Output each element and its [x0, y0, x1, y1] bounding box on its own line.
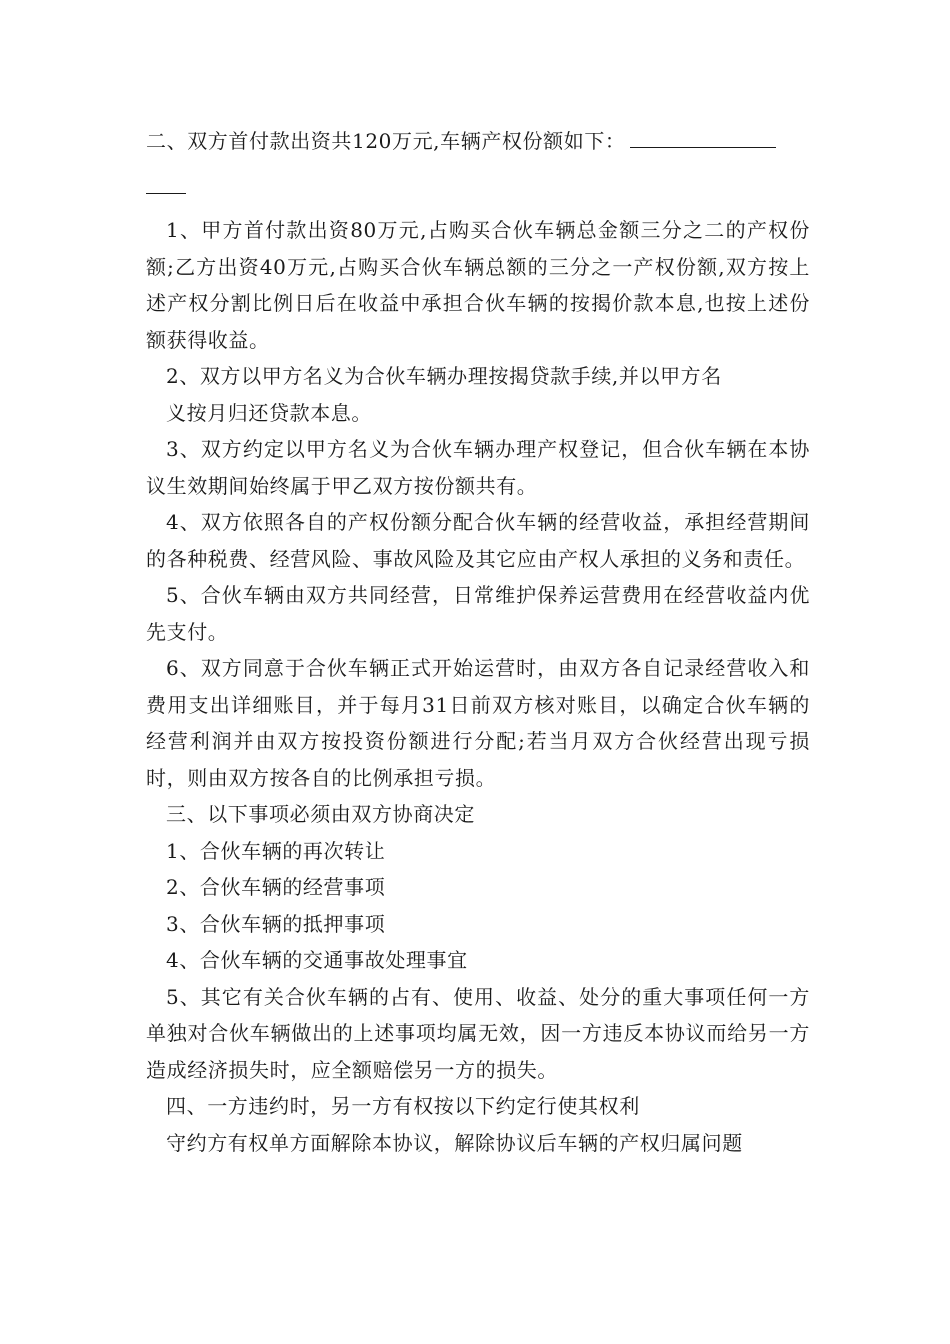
clause-2-2-continued: 义按月归还贷款本息。 [166, 400, 372, 425]
clause-2-3: 3、双方约定以甲方名义为合伙车辆办理产权登记，但合伙车辆在本协议生效期间始终属于甲乙双方按份额共有。 [146, 437, 810, 498]
clause-3-1: 1、合伙车辆的再次转让 [166, 838, 386, 863]
clause-3-2: 2、合伙车辆的经营事项 [166, 875, 386, 899]
clause-2-2: 2、双方以甲方名义为合伙车辆办理按揭贷款手续,并以甲方名 [166, 364, 722, 388]
clause-2-4: 4、双方依照各自的产权份额分配合伙车辆的经营收益，承担经营期间的各种税费、经营风险、事故风险及其它应由产权人承担的义务和责任。 [146, 510, 810, 571]
fill-in-blank-line-continued [146, 167, 186, 194]
clause-3-5: 5、其它有关合伙车辆的占有、使用、收益、处分的重大事项任何一方单独对合伙车辆做出的上述事项均属无效，因一方违反本协议而给另一方造成经济损失时，应全额赔偿另一方的损失。 [146, 984, 810, 1082]
clause-2-5: 5、合伙车辆由双方共同经营，日常维护保养运营费用在经营收益内优先支付。 [146, 583, 810, 644]
fill-in-blank-line [630, 121, 776, 148]
section-2-title [146, 118, 810, 210]
clause-3-4: 4、合伙车辆的交通事故处理事宜 [166, 948, 468, 972]
section-4-title: 四、一方违约时，另一方有权按以下约定行使其权利 [166, 1094, 640, 1118]
document-body [146, 118, 810, 1161]
clause-2-6: 6、双方同意于合伙车辆正式开始运营时，由双方各自记录经营收入和费用支出详细账目，并于每月31日前双方核对账目，以确定合伙车辆的经营利润并由双方按投资份额进行分配;若当月双方合伙经营出现亏损时，则由双方按各自的比例承担亏损。 [146, 656, 810, 790]
clause-2-1: 1、甲方首付款出资80万元,占购买合伙车辆总金额三分之二的产权份额;乙方出资40万元,占购买合伙车辆总额的三分之一产权份额,双方按上述产权分割比例日后在收益中承担合伙车辆的按揭价款本息,也按上述份额获得收益。 [146, 218, 810, 352]
clause-3-3: 3、合伙车辆的抵押事项 [166, 911, 386, 936]
section-3-title: 三、以下事项必须由双方协商决定 [166, 802, 475, 826]
section-2-title-text: 二、双方首付款出资共120万元,车辆产权份额如下： [146, 129, 626, 153]
section-4-body: 守约方有权单方面解除本协议，解除协议后车辆的产权归属问题 [166, 1130, 743, 1155]
